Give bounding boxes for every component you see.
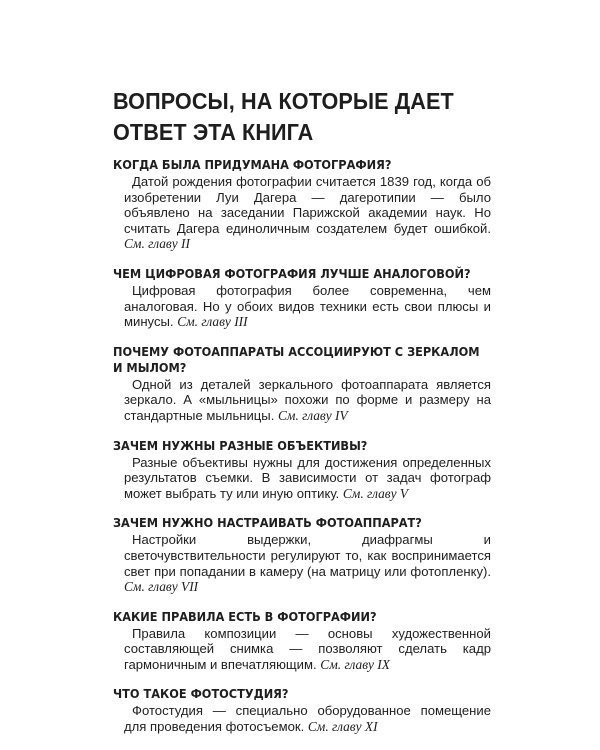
chapter-reference: См. главу XI bbox=[307, 719, 378, 735]
question-heading: ЧТО ТАКОЕ ФОТОСТУДИЯ? bbox=[113, 687, 289, 702]
answer-text bbox=[113, 455, 491, 502]
chapter-reference: См. главу IX bbox=[320, 656, 390, 672]
chapter-reference: См. главу V bbox=[342, 485, 409, 501]
question-heading: ЗАЧЕМ НУЖНЫ РАЗНЫЕ ОБЪЕКТИВЫ? bbox=[113, 438, 368, 453]
qa-item-5 bbox=[113, 515, 491, 594]
chapter-reference: См. главу II bbox=[124, 236, 190, 252]
question-heading: ЗАЧЕМ НУЖНО НАСТРАИВАТЬ ФОТОАППАРАТ? bbox=[113, 516, 422, 531]
answer-body: Датой рождения фотографии считается 1839 год, когда об изобретении Луи Дагера — дагеротипии — было объявлено на заседании Парижской академии наук. Но считать Дагера единоличным создателем будет ошибкой. bbox=[124, 174, 491, 236]
answer-text bbox=[113, 174, 491, 252]
qa-item-4 bbox=[113, 438, 491, 502]
answer-text bbox=[113, 283, 491, 330]
answer-body: Правила композиции — основы художественной составляющей снимка — позволяют сделать кадр гармоничным и впечатляющим. bbox=[124, 625, 491, 672]
answer-body: Фотостудия — специально оборудованное помещение для проведения фотосъемок. bbox=[124, 703, 491, 735]
qa-item-7 bbox=[113, 686, 491, 734]
answer-text bbox=[113, 532, 491, 594]
qa-item-2 bbox=[113, 266, 491, 330]
question-heading: КАКИЕ ПРАВИЛА ЕСТЬ В ФОТОГРАФИИ? bbox=[113, 609, 377, 624]
answer-text bbox=[113, 626, 491, 673]
chapter-reference: См. главу IV bbox=[278, 407, 348, 423]
chapter-reference: См. главу III bbox=[177, 314, 248, 330]
answer-body: Разные объективы нужны для достижения определенных результатов съемки. В зависимости от задач фотограф может выбрать ту или иную оптику. bbox=[124, 454, 491, 501]
page-title: ВОПРОСЫ, НА КОТОРЫЕ ДАЕТ ОТВЕТ ЭТА КНИГА bbox=[113, 88, 454, 145]
answer-body: Настройки выдержки, диафрагмы и светочувствительности регулируют то, как воспринимается свет при попадании в камеру (на матрицу или фотопленку). bbox=[124, 532, 491, 579]
question-heading: ПОЧЕМУ ФОТОАППАРАТЫ АССОЦИИРУЮТ С ЗЕРКАЛОМ И МЫЛОМ? bbox=[113, 344, 480, 375]
question-heading: ЧЕМ ЦИФРОВАЯ ФОТОГРАФИЯ ЛУЧШЕ АНАЛОГОВОЙ? bbox=[113, 266, 471, 281]
answer-body: Одной из деталей зеркального фотоаппарата является зеркало. А «мыльницы» похожи по форме и размеру на стандартные мыльницы. bbox=[124, 376, 491, 423]
chapter-reference: См. главу VII bbox=[124, 579, 199, 595]
qa-item-3 bbox=[113, 344, 491, 424]
book-page bbox=[113, 86, 491, 749]
answer-body: Цифровая фотография более современна, чем аналоговая. Но у обоих видов техники есть свои плюсы и минусы. bbox=[124, 282, 491, 330]
qa-item-1 bbox=[113, 157, 491, 252]
qa-item-6 bbox=[113, 609, 491, 673]
answer-text bbox=[113, 703, 491, 734]
question-heading: КОГДА БЫЛА ПРИДУМАНА ФОТОГРАФИЯ? bbox=[113, 158, 392, 172]
answer-text bbox=[113, 377, 491, 424]
